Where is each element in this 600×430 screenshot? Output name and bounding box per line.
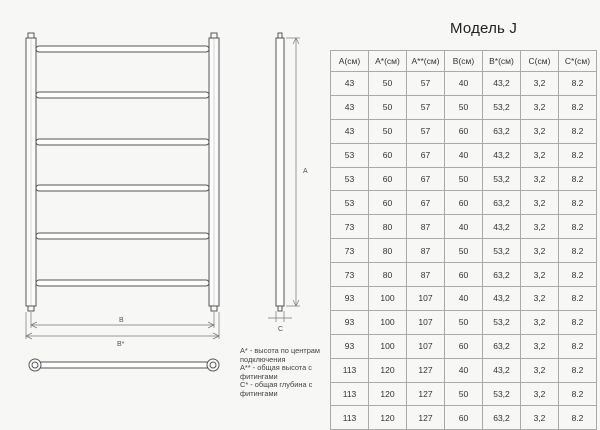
table-row (331, 167, 597, 191)
table-cell: 3,2 (521, 72, 559, 96)
table-cell: 87 (407, 215, 445, 239)
table-cell: 8.2 (559, 310, 597, 334)
table-cell: 40 (445, 287, 483, 311)
table-cell: 53,2 (483, 239, 521, 263)
table-cell: 3,2 (521, 334, 559, 358)
table-cell: 57 (407, 72, 445, 96)
table-body (331, 72, 597, 430)
table-row (331, 215, 597, 239)
footnote: A* - высота по центрам подключения (240, 346, 320, 364)
column-header: A**(см) (407, 51, 445, 72)
table-cell: 8.2 (559, 143, 597, 167)
table-cell: 3,2 (521, 191, 559, 215)
table-cell: 43,2 (483, 287, 521, 311)
front-view (26, 33, 219, 311)
column-header: A*(см) (369, 51, 407, 72)
dimension-b-label: B (119, 317, 124, 324)
table-cell: 87 (407, 239, 445, 263)
table-cell: 8.2 (559, 72, 597, 96)
table-row (331, 119, 597, 143)
table-cell: 57 (407, 95, 445, 119)
table-cell: 3,2 (521, 287, 559, 311)
table-cell: 8.2 (559, 406, 597, 430)
table-row (331, 310, 597, 334)
table-cell: 8.2 (559, 358, 597, 382)
table-cell: 113 (331, 382, 369, 406)
table-cell: 43 (331, 95, 369, 119)
footnotes (240, 347, 340, 399)
table-cell: 3,2 (521, 143, 559, 167)
rung (36, 92, 209, 98)
table-cell: 53,2 (483, 167, 521, 191)
bottom-right-fitting (211, 306, 217, 311)
table-cell: 67 (407, 167, 445, 191)
table-cell: 3,2 (521, 239, 559, 263)
table-cell: 8.2 (559, 334, 597, 358)
table-cell: 50 (445, 239, 483, 263)
table-cell: 60 (445, 191, 483, 215)
rung (36, 46, 209, 52)
table-cell: 120 (369, 382, 407, 406)
table-row (331, 263, 597, 287)
table-cell: 3,2 (521, 406, 559, 430)
column-header: B*(см) (483, 51, 521, 72)
column-header: B(см) (445, 51, 483, 72)
table-row (331, 358, 597, 382)
table-cell: 53,2 (483, 382, 521, 406)
table-cell: 107 (407, 287, 445, 311)
table-cell: 63,2 (483, 191, 521, 215)
table-cell: 60 (445, 334, 483, 358)
table-row (331, 287, 597, 311)
table-cell: 73 (331, 215, 369, 239)
table-cell: 50 (445, 167, 483, 191)
table-cell: 43 (331, 72, 369, 96)
dimension-a (286, 38, 300, 306)
table-cell: 3,2 (521, 119, 559, 143)
column-header: C(см) (521, 51, 559, 72)
rung (36, 280, 209, 286)
table-cell: 127 (407, 358, 445, 382)
specs-table (330, 50, 597, 430)
table-cell: 3,2 (521, 382, 559, 406)
table-cell: 100 (369, 334, 407, 358)
table-cell: 40 (445, 72, 483, 96)
side-view (276, 33, 284, 311)
table-row (331, 406, 597, 430)
page-title: Модель J (450, 20, 518, 37)
table-cell: 8.2 (559, 95, 597, 119)
table-cell: 50 (369, 95, 407, 119)
table-row (331, 239, 597, 263)
table-cell: 8.2 (559, 191, 597, 215)
table-cell: 80 (369, 215, 407, 239)
table-cell: 80 (369, 263, 407, 287)
table-cell: 60 (369, 167, 407, 191)
table-cell: 127 (407, 382, 445, 406)
dimension-c-label: C (278, 326, 284, 333)
table-cell: 53 (331, 191, 369, 215)
table-cell: 60 (445, 119, 483, 143)
table-cell: 93 (331, 334, 369, 358)
table-cell: 3,2 (521, 310, 559, 334)
table-cell: 8.2 (559, 239, 597, 263)
table-row (331, 95, 597, 119)
table-cell: 63,2 (483, 263, 521, 287)
table-cell: 100 (369, 310, 407, 334)
table-cell: 113 (331, 406, 369, 430)
table-cell: 107 (407, 310, 445, 334)
table-cell: 50 (445, 382, 483, 406)
table-cell: 73 (331, 239, 369, 263)
table-cell: 40 (445, 358, 483, 382)
dimension-a-label: A (303, 168, 308, 175)
table-cell: 40 (445, 143, 483, 167)
table-cell: 8.2 (559, 263, 597, 287)
table-cell: 67 (407, 143, 445, 167)
top-left-fitting (28, 33, 34, 38)
table-cell: 127 (407, 406, 445, 430)
top-view (29, 359, 219, 371)
table-cell: 60 (369, 191, 407, 215)
table-cell: 53 (331, 167, 369, 191)
table-row (331, 334, 597, 358)
table-cell: 73 (331, 263, 369, 287)
table-cell: 93 (331, 287, 369, 311)
table-cell: 40 (445, 215, 483, 239)
rung (36, 139, 209, 145)
table-cell: 120 (369, 358, 407, 382)
table-cell: 50 (369, 72, 407, 96)
table-cell: 3,2 (521, 358, 559, 382)
table-cell: 3,2 (521, 215, 559, 239)
footnote: C* - общая глубина с фитингами (240, 380, 313, 398)
top-right-fitting (211, 33, 217, 38)
table-row (331, 72, 597, 96)
table-cell: 60 (445, 263, 483, 287)
table-cell: 8.2 (559, 287, 597, 311)
table-cell: 50 (369, 119, 407, 143)
table-cell: 53,2 (483, 310, 521, 334)
rung (36, 233, 209, 239)
table-cell: 43,2 (483, 143, 521, 167)
column-header: C*(см) (559, 51, 597, 72)
table-row (331, 191, 597, 215)
table-row (331, 143, 597, 167)
table-cell: 67 (407, 191, 445, 215)
table-cell: 8.2 (559, 167, 597, 191)
dimension-c (268, 311, 292, 322)
footnote: A** - общая высота с фитингами (240, 363, 312, 381)
table-cell: 120 (369, 406, 407, 430)
table-row (331, 382, 597, 406)
table-cell: 53 (331, 143, 369, 167)
table-cell: 50 (445, 95, 483, 119)
table-cell: 43,2 (483, 72, 521, 96)
table-cell: 43,2 (483, 358, 521, 382)
table-cell: 43,2 (483, 215, 521, 239)
table-header-row (331, 51, 597, 72)
bottom-left-fitting (28, 306, 34, 311)
dimension-b-star-label: B* (117, 341, 125, 348)
table-cell: 3,2 (521, 263, 559, 287)
table-cell: 107 (407, 334, 445, 358)
table-cell: 63,2 (483, 119, 521, 143)
table-cell: 3,2 (521, 95, 559, 119)
table-cell: 93 (331, 310, 369, 334)
table-cell: 60 (369, 143, 407, 167)
table-cell: 43 (331, 119, 369, 143)
table-cell: 60 (445, 406, 483, 430)
table-cell: 113 (331, 358, 369, 382)
table-cell: 3,2 (521, 167, 559, 191)
table-cell: 87 (407, 263, 445, 287)
table-cell: 63,2 (483, 406, 521, 430)
column-header: A(см) (331, 51, 369, 72)
table-cell: 80 (369, 239, 407, 263)
table-cell: 63,2 (483, 334, 521, 358)
table-cell: 8.2 (559, 382, 597, 406)
table-cell: 57 (407, 119, 445, 143)
table-cell: 8.2 (559, 119, 597, 143)
rung (36, 185, 209, 191)
table-cell: 50 (445, 310, 483, 334)
table-cell: 8.2 (559, 215, 597, 239)
table-cell: 53,2 (483, 95, 521, 119)
table-cell: 100 (369, 287, 407, 311)
